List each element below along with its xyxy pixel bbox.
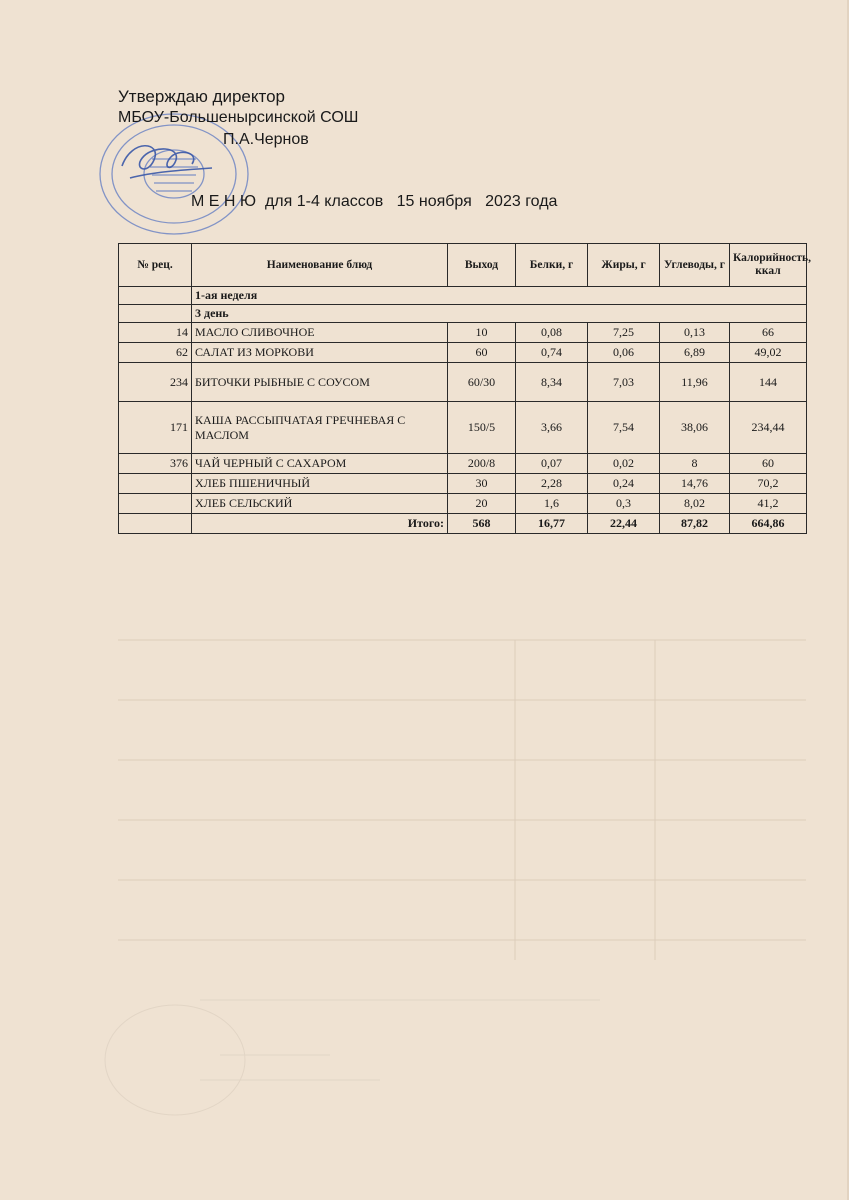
dish-fat: 0,24	[588, 474, 660, 494]
dish-name: БИТОЧКИ РЫБНЫЕ С СОУСОМ	[192, 363, 448, 402]
header-calories: Калорийность, ккал	[730, 244, 807, 287]
dish-yield: 10	[448, 323, 516, 343]
total-yield: 568	[448, 514, 516, 534]
dish-calories: 70,2	[730, 474, 807, 494]
dish-carbs: 0,13	[660, 323, 730, 343]
recipe-number	[119, 474, 192, 494]
dish-protein: 3,66	[516, 402, 588, 454]
week-row-blank	[119, 287, 192, 305]
dish-name: ХЛЕБ ПШЕНИЧНЫЙ	[192, 474, 448, 494]
director-name: П.А.Чернов	[223, 131, 309, 148]
approval-title: Утверждаю директор	[118, 87, 286, 106]
dish-calories: 66	[730, 323, 807, 343]
school-name: МБОУ-Большенырсинской СОШ	[118, 109, 359, 126]
header-protein: Белки, г	[516, 244, 588, 287]
recipe-number: 376	[119, 454, 192, 474]
total-protein: 16,77	[516, 514, 588, 534]
dish-yield: 150/5	[448, 402, 516, 454]
week-row	[119, 287, 807, 305]
table-row	[119, 454, 807, 474]
table-header-row	[119, 244, 807, 287]
dish-carbs: 14,76	[660, 474, 730, 494]
header-yield: Выход	[448, 244, 516, 287]
dish-protein: 8,34	[516, 363, 588, 402]
header-fat: Жиры, г	[588, 244, 660, 287]
table-row	[119, 323, 807, 343]
dish-protein: 0,74	[516, 343, 588, 363]
dish-carbs: 6,89	[660, 343, 730, 363]
dish-fat: 7,54	[588, 402, 660, 454]
recipe-number: 62	[119, 343, 192, 363]
recipe-number	[119, 494, 192, 514]
dish-fat: 7,03	[588, 363, 660, 402]
header-recipe: № рец.	[119, 244, 192, 287]
dish-calories: 41,2	[730, 494, 807, 514]
dish-name: КАША РАССЫПЧАТАЯ ГРЕЧНЕВАЯ С МАСЛОМ	[192, 402, 448, 454]
dish-protein: 0,07	[516, 454, 588, 474]
dish-yield: 30	[448, 474, 516, 494]
week-label: 1-ая неделя	[192, 287, 807, 305]
dish-calories: 60	[730, 454, 807, 474]
dish-fat: 7,25	[588, 323, 660, 343]
recipe-number: 171	[119, 402, 192, 454]
total-calories: 664,86	[730, 514, 807, 534]
dish-protein: 1,6	[516, 494, 588, 514]
dish-calories: 144	[730, 363, 807, 402]
dish-carbs: 38,06	[660, 402, 730, 454]
header-carbs: Углеводы, г	[660, 244, 730, 287]
dish-fat: 0,3	[588, 494, 660, 514]
day-row-blank	[119, 305, 192, 323]
menu-table	[118, 243, 811, 534]
recipe-number: 234	[119, 363, 192, 402]
total-label: Итого:	[192, 514, 448, 534]
dish-yield: 20	[448, 494, 516, 514]
dish-calories: 49,02	[730, 343, 807, 363]
dish-carbs: 8,02	[660, 494, 730, 514]
dish-name: МАСЛО СЛИВОЧНОЕ	[192, 323, 448, 343]
day-label: 3 день	[192, 305, 807, 323]
dish-fat: 0,02	[588, 454, 660, 474]
dish-fat: 0,06	[588, 343, 660, 363]
day-row	[119, 305, 807, 323]
dish-name: САЛАТ ИЗ МОРКОВИ	[192, 343, 448, 363]
dish-yield: 60/30	[448, 363, 516, 402]
table-row	[119, 402, 807, 454]
dish-yield: 200/8	[448, 454, 516, 474]
table-row	[119, 343, 807, 363]
approval-block	[118, 86, 358, 150]
recipe-number: 14	[119, 323, 192, 343]
total-row	[119, 514, 807, 534]
header-dish: Наименование блюд	[192, 244, 448, 287]
table-row	[119, 363, 807, 402]
dish-yield: 60	[448, 343, 516, 363]
table-row	[119, 474, 807, 494]
dish-calories: 234,44	[730, 402, 807, 454]
total-fat: 22,44	[588, 514, 660, 534]
dish-name: ЧАЙ ЧЕРНЫЙ С САХАРОМ	[192, 454, 448, 474]
total-row-blank	[119, 514, 192, 534]
total-carbs: 87,82	[660, 514, 730, 534]
dish-carbs: 11,96	[660, 363, 730, 402]
dish-protein: 0,08	[516, 323, 588, 343]
menu-title: М Е Н Ю для 1-4 классов 15 ноября 2023 года	[191, 193, 558, 210]
table-row	[119, 494, 807, 514]
dish-carbs: 8	[660, 454, 730, 474]
dish-name: ХЛЕБ СЕЛЬСКИЙ	[192, 494, 448, 514]
dish-protein: 2,28	[516, 474, 588, 494]
